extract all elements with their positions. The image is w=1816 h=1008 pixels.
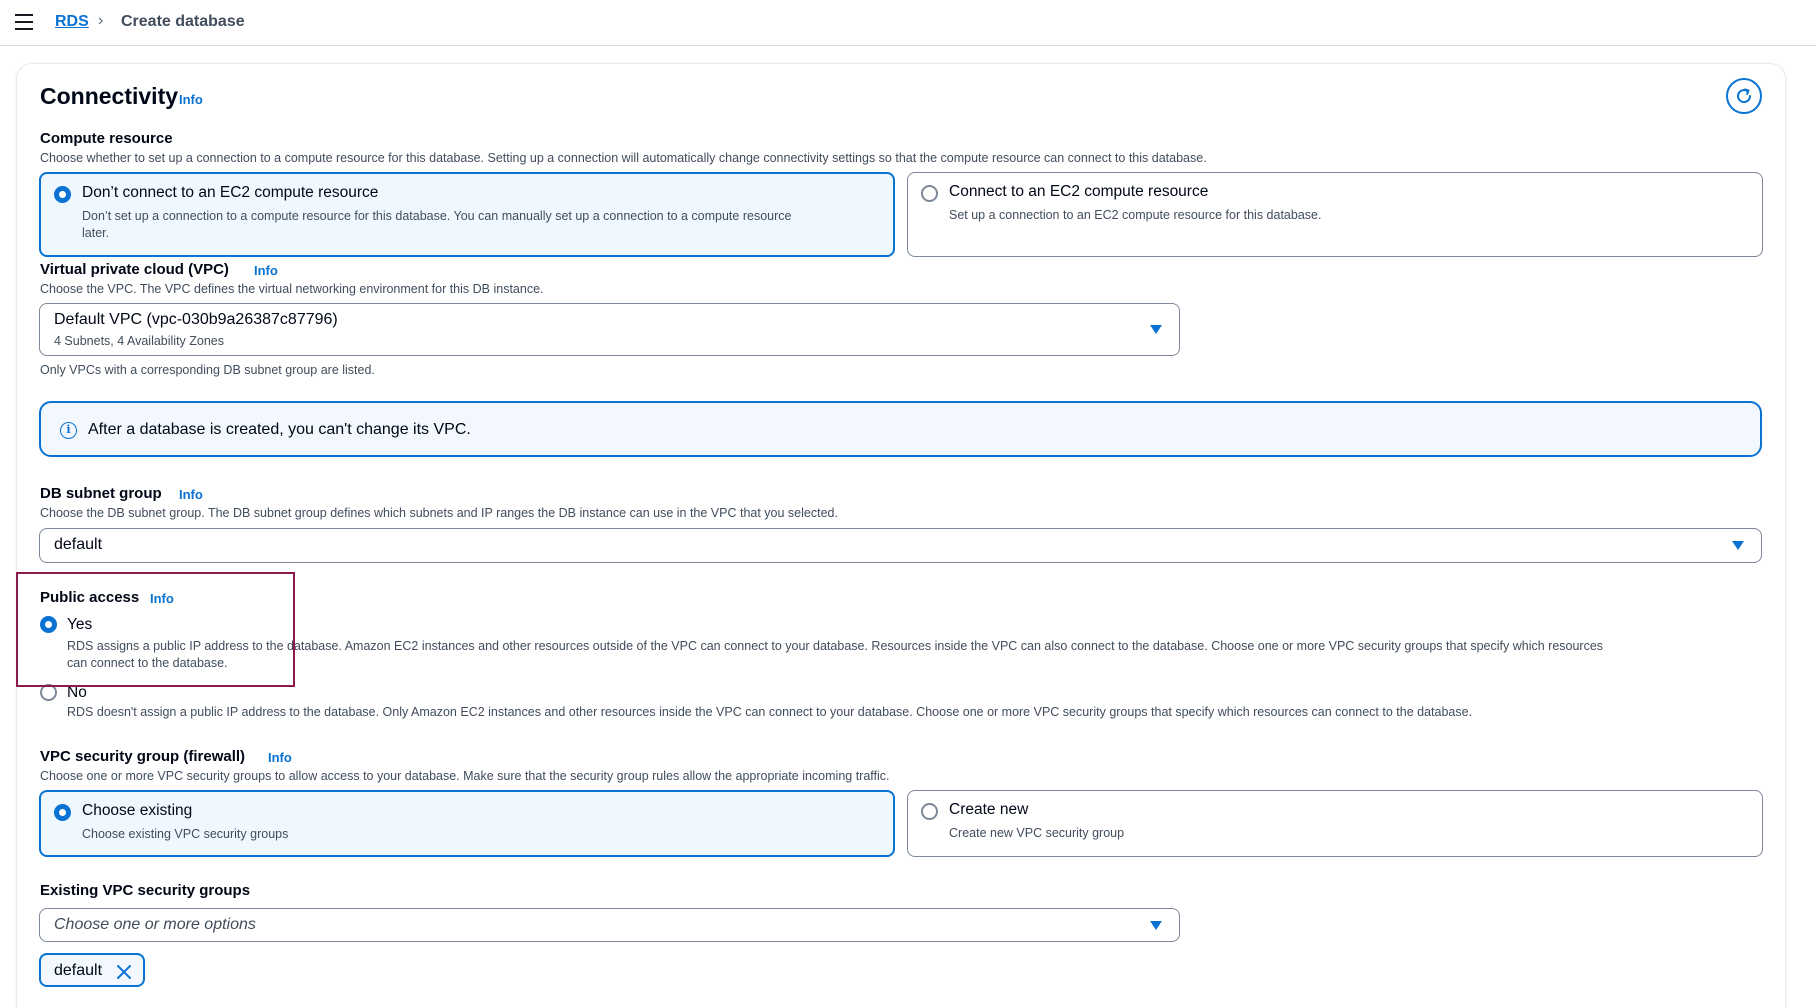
no-ec2-connection-radio[interactable]: [54, 186, 71, 203]
security-group-token: [39, 953, 145, 987]
breadcrumb-current: Create database: [121, 13, 245, 30]
public-access-yes-desc: RDS assigns a public IP address to the database. Amazon EC2 instances and other resources outside of the VPC can connect to your database. Resources inside the VPC can also connect to the database. Choose one or more VPC security groups that specify which resources can connect to the database.: [67, 639, 1604, 670]
token-label: default: [54, 962, 103, 979]
chevron-down-icon: [1732, 541, 1744, 550]
choose-existing-radio[interactable]: [54, 804, 71, 821]
breadcrumb-separator-icon: ›: [98, 12, 104, 29]
public-access-info-link[interactable]: Info: [150, 591, 174, 606]
top-navigation-bar: [0, 0, 1816, 46]
public-access-highlight-box: [16, 572, 295, 687]
refresh-icon: [1734, 86, 1754, 106]
subnet-group-label: DB subnet group: [40, 485, 162, 502]
subnet-group-value: default: [54, 536, 103, 553]
existing-groups-placeholder: Choose one or more options: [54, 916, 256, 933]
public-access-yes-label[interactable]: Yes: [67, 616, 93, 633]
choose-existing-tile[interactable]: [39, 790, 895, 857]
vpc-alert-text: After a database is created, you can't change its VPC.: [88, 421, 471, 438]
ec2-connection-desc: Set up a connection to an EC2 compute resource for this database.: [949, 208, 1322, 222]
public-access-no-desc: RDS doesn't assign a public IP address to the database. Only Amazon EC2 instances and other resources inside the VPC can connect to your database. Choose one or more VPC security groups that specify which resources can connect to the database.: [67, 705, 1473, 719]
chevron-down-icon: [1150, 921, 1162, 930]
breadcrumb-rds-link[interactable]: RDS: [55, 13, 89, 30]
ec2-connection-radio[interactable]: [921, 185, 938, 202]
choose-existing-desc: Choose existing VPC security groups: [82, 827, 289, 841]
create-new-radio[interactable]: [921, 803, 938, 820]
subnet-group-description: Choose the DB subnet group. The DB subnet group defines which subnets and IP ranges the DB instance can use in the VPC that you selected.: [40, 506, 838, 520]
vpc-info-link[interactable]: Info: [254, 263, 278, 278]
existing-groups-label: Existing VPC security groups: [40, 882, 251, 899]
remove-token-icon[interactable]: [115, 963, 133, 981]
public-access-no-label[interactable]: No: [67, 684, 87, 701]
vpc-hint: Only VPCs with a corresponding DB subnet group are listed.: [40, 363, 375, 377]
no-ec2-connection-tile[interactable]: [39, 172, 895, 257]
create-new-tile[interactable]: [907, 790, 1763, 857]
chevron-down-icon: [1150, 325, 1162, 334]
security-group-label: VPC security group (firewall): [40, 748, 246, 765]
existing-groups-multiselect[interactable]: [39, 908, 1180, 942]
vpc-info-alert: [39, 401, 1762, 457]
security-group-description: Choose one or more VPC security groups to allow access to your database. Make sure that the security group rules allow the appropriate incoming traffic.: [40, 769, 890, 783]
public-access-label: Public access: [40, 589, 140, 606]
info-circle-icon: i: [60, 422, 77, 439]
ec2-connection-tile[interactable]: [907, 172, 1763, 257]
refresh-button[interactable]: [1726, 78, 1762, 114]
vpc-selected-value: Default VPC (vpc-030b9a26387c87796): [54, 311, 338, 328]
subnet-group-info-link[interactable]: Info: [179, 487, 203, 502]
security-group-info-link[interactable]: Info: [268, 750, 292, 765]
compute-resource-label: Compute resource: [40, 130, 173, 147]
create-new-title: Create new: [949, 801, 1029, 818]
vpc-selected-subvalue: 4 Subnets, 4 Availability Zones: [54, 334, 225, 348]
vpc-select[interactable]: [39, 303, 1180, 356]
compute-resource-description: Choose whether to set up a connection to a compute resource for this database. Setting up a connection will automatically change connectivity settings so that the compute resource can connect to this database.: [40, 151, 1207, 165]
subnet-group-select[interactable]: [39, 528, 1762, 563]
vpc-label: Virtual private cloud (VPC): [40, 261, 229, 278]
no-ec2-connection-title: Don’t connect to an EC2 compute resource: [82, 184, 379, 201]
no-ec2-connection-desc: Don’t set up a connection to a compute resource for this database. You can manually set up a connection to a compute resource later.: [82, 209, 792, 240]
section-title: Connectivity: [40, 83, 179, 109]
ec2-connection-title: Connect to an EC2 compute resource: [949, 183, 1209, 200]
choose-existing-title: Choose existing: [82, 802, 193, 819]
vpc-description: Choose the VPC. The VPC defines the virtual networking environment for this DB instance.: [40, 282, 544, 296]
connectivity-info-link[interactable]: Info: [179, 92, 203, 107]
create-new-desc: Create new VPC security group: [949, 826, 1125, 840]
menu-icon[interactable]: [15, 14, 33, 30]
